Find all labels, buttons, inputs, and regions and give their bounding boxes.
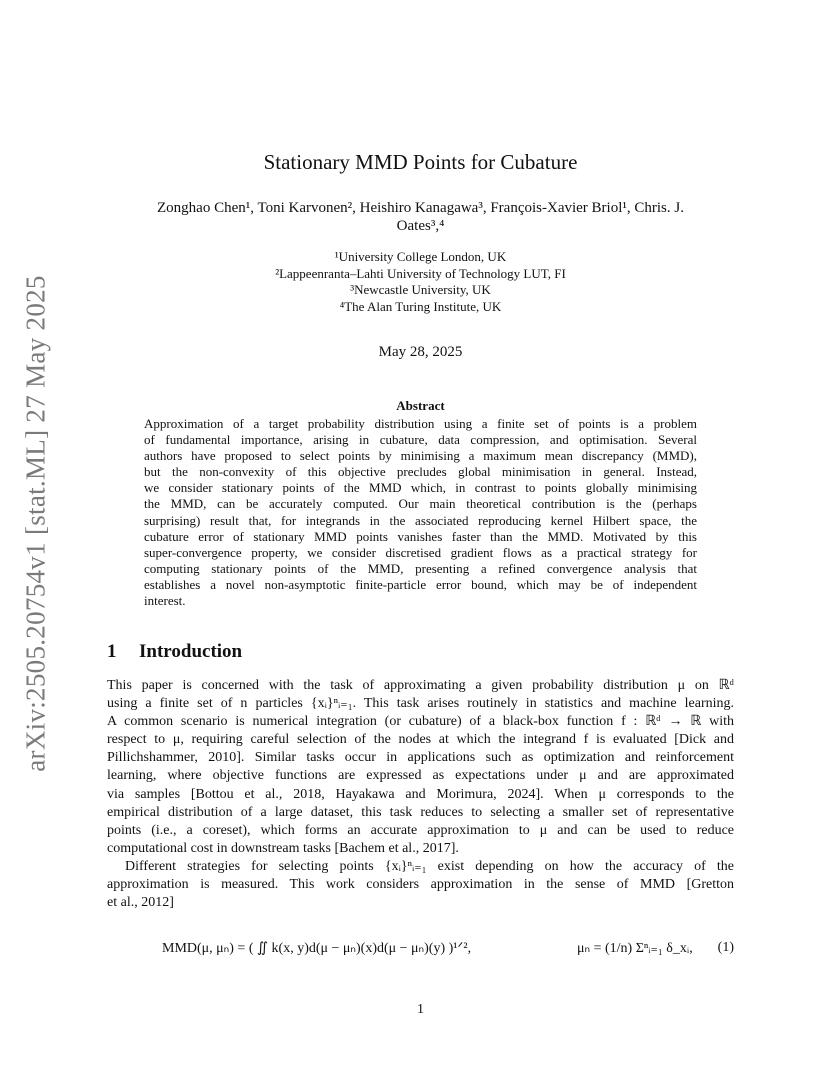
paragraph-line: using a finite set of n particles {xᵢ}ⁿᵢ₌₁. This task arises routinely in statistics and machine learning. xyxy=(107,696,734,712)
abstract-line: surprising) result that, for integrands in the associated reproducing kernel Hilbert space, the xyxy=(144,512,697,528)
author-line-1: Zonghao Chen¹, Toni Karvonen², Heishiro Kanagawa³, François-Xavier Briol¹, Chris. J. xyxy=(157,200,684,216)
affiliation: ²Lappeenranta–Lahti University of Technology LUT, FI xyxy=(275,265,566,281)
paragraph-line: points (i.e., a coreset), which forms an accurate approximation to μ and can be used to reduce xyxy=(107,822,734,838)
section-heading-introduction xyxy=(107,641,734,663)
affiliation: ³Newcastle University, UK xyxy=(350,282,491,297)
paragraph-line: et al., 2012] xyxy=(107,895,174,911)
abstract-line: we consider stationary points of the MMD which, in contrast to points globally minimising xyxy=(144,480,697,496)
author-list xyxy=(107,199,734,235)
equation-number: (1) xyxy=(717,940,734,955)
section-number: 1 xyxy=(107,641,117,662)
equation-empirical-measure: μₙ = (1/n) Σⁿᵢ₌₁ δ_xᵢ, xyxy=(577,941,693,956)
abstract-line: interest. xyxy=(144,593,186,609)
abstract-line: of fundamental importance, arising in cubature, data compression, and optimisation. Several xyxy=(144,432,697,448)
affiliation: ⁴The Alan Turing Institute, UK xyxy=(339,298,502,314)
paper-title: Stationary MMD Points for Cubature xyxy=(263,150,578,174)
paragraph-line: computational cost in downstream tasks [Bachem et al., 2017]. xyxy=(107,840,459,856)
section-title: Introduction xyxy=(139,641,243,662)
publication-date: May 28, 2025 xyxy=(378,344,463,360)
paragraph-line: Different strategies for selecting points {xᵢ}ⁿᵢ₌₁ exist depending on how the accuracy of the xyxy=(125,858,734,874)
paragraph-line: learning, where objective functions are expressed as expectations under μ and are approximated xyxy=(107,768,734,784)
paragraph-line: Pillichshammer, 2010]. Similar tasks occur in applications such as optimization and reinforcement xyxy=(107,750,734,766)
paragraph-line: empirical distribution of a large dataset, this task reduces to selecting a smaller set of representative xyxy=(107,804,734,820)
author-line-2: Oates³,⁴ xyxy=(396,218,445,234)
abstract-line: super-convergence property, we consider discretised gradient flows as a practical strategy for xyxy=(144,544,697,560)
equation-mmd-definition: MMD(μ, μₙ) = ( ∬ k(x, y)d(μ − μₙ)(x)d(μ − μₙ)(y) )¹ᐟ², xyxy=(162,941,472,956)
affiliation: ¹University College London, UK xyxy=(334,249,507,264)
abstract-body xyxy=(144,416,697,609)
paragraph-line: A common scenario is numerical integration (or cubature) of a black-box function f : ℝᵈ → ℝ with xyxy=(107,714,734,730)
abstract-line: computing stationary points of the MMD, presenting a refined convergence analysis that xyxy=(144,560,697,576)
abstract-heading: Abstract xyxy=(396,398,445,413)
paragraph-line: approximation is measured. This work considers approximation in the sense of MMD [Gretton xyxy=(107,877,734,893)
equation-1 xyxy=(107,926,734,978)
arxiv-identifier: arXiv:2505.20754v1 [stat.ML] 27 May 2025 xyxy=(20,274,51,772)
paragraph-line: via samples [Bottou et al., 2018, Hayakawa and Morimura, 2024]. When μ corresponds to the xyxy=(107,786,734,802)
paragraph-line: respect to μ, requiring careful selection of the nodes at which the integrand f is evaluated [Dick and xyxy=(107,732,734,748)
arxiv-side-label xyxy=(14,274,58,772)
abstract-line: Approximation of a target probability distribution using a finite set of points is a problem xyxy=(144,416,697,431)
abstract-line: the MMD, can be accurately computed. Our main theoretical contribution is the (perhaps xyxy=(144,496,697,512)
affiliation-list xyxy=(107,249,734,315)
introduction-body xyxy=(107,677,734,912)
abstract-line: cubature error of stationary MMD points vanishes faster than the MMD. Motivated by this xyxy=(144,528,697,544)
abstract-line: but the non-convexity of this objective precludes global minimisation in general. Instead, xyxy=(144,464,697,480)
abstract-line: authors have proposed to select points by minimising a maximum mean discrepancy (MMD), xyxy=(144,448,697,464)
page-number: 1 xyxy=(417,1002,424,1017)
abstract-line: establishes a novel non-asymptotic finite-particle error bound, which may be of independent xyxy=(144,576,697,592)
paragraph-line: This paper is concerned with the task of approximating a given probability distribution μ on ℝᵈ xyxy=(107,678,734,693)
